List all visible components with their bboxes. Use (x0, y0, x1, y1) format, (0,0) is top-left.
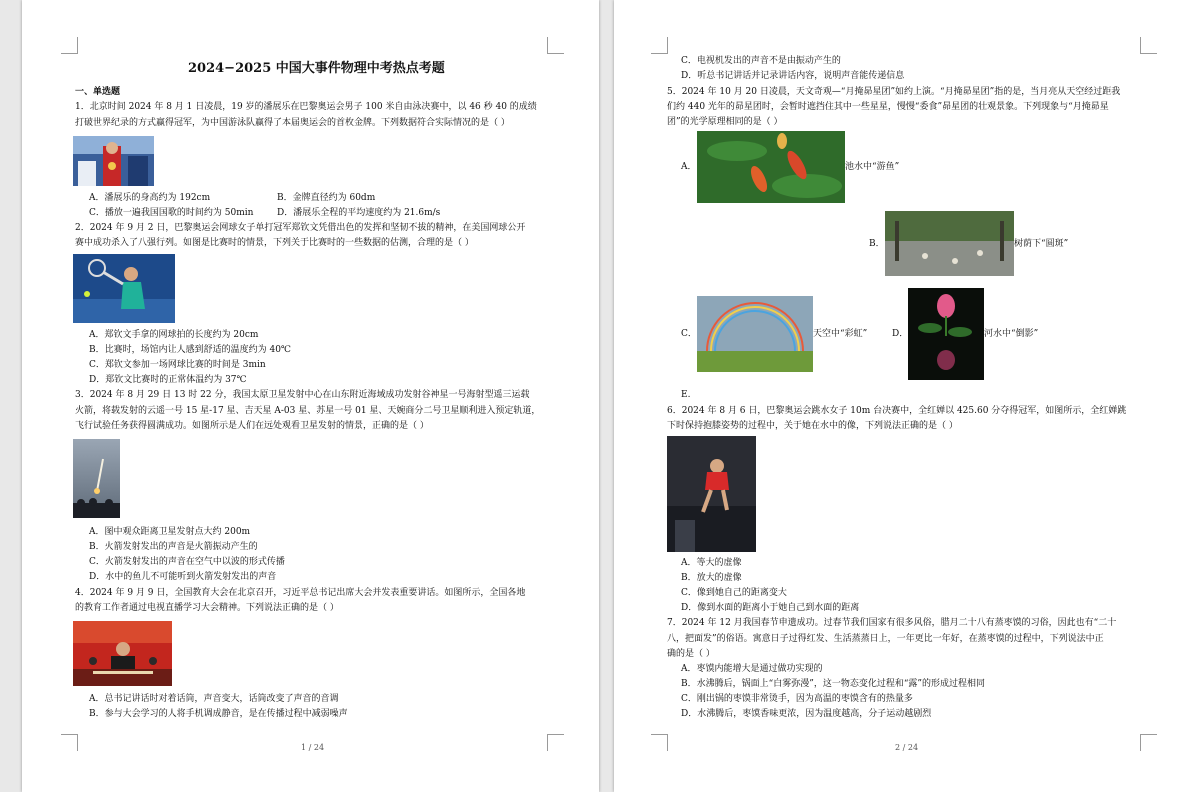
q5-option-e: E. (681, 390, 691, 400)
q5-text-line: 团”的光学原理相同的是（ ） (667, 117, 783, 127)
q6-option-d: D．像到水面的距离小于她自己到水面的距离 (681, 603, 860, 613)
q4-option-a: A．总书记讲话时对着话筒，声音变大，话筒改变了声音的音调 (89, 694, 339, 704)
q3-option-b: B．火箭发射发出的声音是火箭振动产生的 (89, 542, 258, 552)
q2-option-c: C．郑钦文参加一场网球比赛的时间是 3min (89, 360, 266, 370)
crop-mark (61, 734, 78, 751)
q3-text-line: 火箭，将载发射的云遥一号 15 星-17 星、吉天星 A-03 星、苏星一号 01 星、天婉商分二号卫星顺利进入预定轨道， (75, 406, 541, 416)
q4-text-line: 4．2024 年 9 月 9 日，全国教育大会在北京召开，习近平总书记出席大会并发表重要讲话。如图所示，全国各地 (75, 588, 526, 598)
document-page-1 (22, 0, 599, 792)
q5-option-c-text: 天空中“彩虹” (813, 329, 868, 339)
diver-photo (667, 436, 756, 552)
q5-text-line: 5．2024 年 10 月 20 日凌晨，天文奇观—“月掩昴星团”如约上演。“月掩昴星团”指的是，当月亮从天空经过距我 (667, 87, 1121, 97)
koi-pond-photo (697, 131, 845, 203)
q7-option-c: C．刚出锅的枣馍非常烫手，因为高温的枣馍含有的热量多 (681, 694, 913, 704)
q2-text-line: 赛中成功杀入了八强行列。如图是比赛时的情景，下列关于比赛时的一些数据的估测，合理的是（ ） (75, 238, 474, 248)
q4-option-b: B．参与大会学习的人将手机调成静音，是在传播过程中减弱噪声 (89, 709, 348, 719)
q1-text-line: 打破世界纪录的方式赢得冠军，为中国游泳队赢得了本届奥运会的首枚金牌。下列数据符合实际情况的是（ ） (75, 118, 510, 128)
q4-option-d: D．听总书记讲话并记录讲话内容，说明声音能传递信息 (681, 71, 905, 81)
q5-option-c-letter: C． (681, 329, 697, 339)
q6-option-a: A．等大的虚像 (681, 558, 742, 568)
rocket-launch-photo (73, 439, 120, 518)
document-page-2 (614, 0, 1194, 792)
q7-text-line: 八，把面发”的俗语。寓意日子过得红发、生活蒸蒸日上，一年更比一年好，在蒸枣馍的过程中，下列说法中正 (667, 634, 1104, 644)
q7-option-a: A．枣馍内能增大是通过做功实现的 (681, 664, 823, 674)
q5-option-a-text: 池水中“游鱼” (845, 162, 900, 172)
crop-mark (547, 37, 564, 54)
q5-option-a-letter: A． (681, 162, 697, 172)
crop-mark (651, 37, 668, 54)
q5-option-d-text: 河水中“倒影” (984, 329, 1039, 339)
q7-text-line: 7．2024 年 12 月我国春节申遗成功。过春节我们国家有很多风俗，腊月二十八有蒸枣馍的习俗，因此也有“二十 (667, 618, 1117, 628)
q2-option-b: B．比赛时，场馆内让人感到舒适的温度约为 40℃ (89, 345, 291, 355)
q3-option-d: D．水中的鱼儿不可能听到火箭发射发出的声音 (89, 572, 277, 582)
q5-option-d-letter: D． (892, 329, 909, 339)
rainbow-photo (697, 296, 813, 372)
q1-option-b: B．金牌直径约为 60dm (277, 193, 376, 203)
q1-option-a: A．潘展乐的身高约为 192cm (89, 193, 211, 203)
q7-text-line: 确的是（ ） (667, 649, 715, 659)
crop-mark (547, 734, 564, 751)
page-number: 1 / 24 (301, 743, 325, 752)
q6-text-line: 6．2024 年 8 月 6 日，巴黎奥运会跳水女子 10m 台决赛中，全红婵以 425.60 分夺得冠军，如图所示，全红婵跳 (667, 406, 1127, 416)
document-title: 2024−2025 中国大事件物理中考热点考题 (188, 61, 445, 76)
q2-option-a: A．郑钦文手拿的网球拍的长度约为 20cm (89, 330, 259, 340)
q2-text-line: 2．2024 年 9 月 2 日，巴黎奥运会网球女子单打冠军郑钦文凭借出色的发挥和坚韧不拔的精神，在美国网球公开 (75, 223, 526, 233)
education-conference-photo (73, 621, 172, 686)
q6-option-c: C．像到她自己的距离变大 (681, 588, 787, 598)
crop-mark (651, 734, 668, 751)
crop-mark (61, 37, 78, 54)
crop-mark (1140, 734, 1157, 751)
q5-text-line: 们约 440 光年的昴星团时，会暂时遮挡住其中一些星星，慢慢“委食”昴星团的壮观景象。下列现象与“月掩昴星 (667, 102, 1109, 112)
lotus-reflection-photo (908, 288, 984, 380)
tree-shade-photo (885, 211, 1014, 276)
q6-option-b: B．放大的虚像 (681, 573, 742, 583)
q3-text-line: 3．2024 年 8 月 29 日 13 时 22 分，我国太原卫星发射中心在山东附近海域成功发射谷神星一号海射型遥三运载 (75, 390, 530, 400)
crop-mark (1140, 37, 1157, 54)
q5-option-b-text: 树荫下“圆斑” (1014, 239, 1069, 249)
q3-option-c: C．火箭发射发出的声音在空气中以波的形式传播 (89, 557, 285, 567)
q4-text-line: 的教育工作者通过电视直播学习大会精神。下列说法正确的是（ ） (75, 603, 339, 613)
tennis-player-photo (73, 254, 175, 323)
page-number: 2 / 24 (895, 743, 919, 752)
q6-text-line: 下时保持抱膝姿势的过程中，关于她在水中的像，下列说法正确的是（ ） (667, 421, 958, 431)
q5-option-b-letter: B． (869, 239, 885, 249)
q1-option-d: D．潘展乐全程的平均速度约为 21.6m/s (277, 208, 441, 218)
q4-option-c: C．电视机发出的声音不是由振动产生的 (681, 56, 841, 66)
q7-option-b: B．水沸腾后，锅面上“白雾弥漫”，这一物态变化过程和“露”的形成过程相同 (681, 679, 986, 689)
q3-option-a: A．图中观众距离卫星发射点大约 200m (89, 527, 251, 537)
q7-option-d: D．水沸腾后，枣馍香味更浓，因为温度越高，分子运动越剧烈 (681, 709, 932, 719)
q2-option-d: D．郑钦文比赛时的正常体温约为 37℃ (89, 375, 247, 385)
q1-text-line: 1．北京时间 2024 年 8 月 1 日凌晨，19 岁的潘展乐在巴黎奥运会男子 100 米自由泳决赛中，以 46 秒 40 的成绩 (75, 102, 537, 112)
section-heading: 一、单选题 (75, 87, 121, 97)
q3-text-line: 飞行试验任务获得圆满成功。如图所示是人们在远处观看卫星发射的情景，正确的是（ ） (75, 421, 429, 431)
swimmer-medal-photo (73, 136, 154, 186)
q1-option-c: C．播放一遍我国国歌的时间约为 50min (89, 208, 254, 218)
